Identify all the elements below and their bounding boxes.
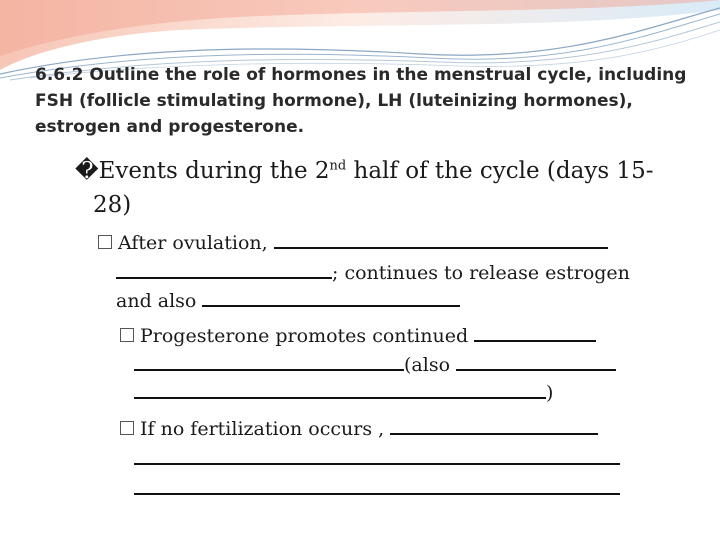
fill-blank[interactable] [134, 492, 620, 495]
after-ovulation-text: After ovulation, [118, 232, 268, 254]
events-text-b: half of the cycle (days 15- [346, 158, 654, 184]
after-ovulation-line2 [116, 262, 630, 284]
fill-blank[interactable] [274, 246, 608, 249]
fertilization-line2 [134, 448, 620, 470]
slide-title: 6.6.2 Outline the role of hormones in the menstrual cycle, including FSH (follicle stimulating hormone), LH (luteinizing hormones), estrogen and progesterone. [35, 65, 687, 137]
fill-blank[interactable] [474, 339, 596, 342]
progesterone-line2 [134, 354, 616, 376]
fill-blank[interactable] [134, 396, 546, 399]
progesterone-line3 [134, 382, 553, 404]
progesterone-text: Progesterone promotes continued [140, 325, 469, 347]
and-also-text: and also [116, 290, 197, 312]
fill-blank[interactable] [134, 462, 620, 465]
continues-estrogen-text: ; continues to release estrogen [332, 262, 630, 284]
fertilization-line3 [134, 478, 620, 500]
events-superscript: nd [329, 158, 347, 174]
after-ovulation-line3 [116, 290, 460, 312]
checkbox-bullet-icon [120, 328, 134, 342]
also-text: (also [404, 354, 451, 376]
bullet-marker: � [75, 158, 99, 184]
fill-blank[interactable] [116, 276, 332, 279]
bullet-events-line2: 28) [93, 192, 132, 218]
close-paren-text: ) [546, 382, 554, 404]
fill-blank[interactable] [134, 368, 404, 371]
events-text-a: Events during the 2 [98, 158, 330, 184]
fill-blank[interactable] [390, 432, 598, 435]
bullet-events-line1 [75, 158, 653, 184]
progesterone-line1 [120, 325, 596, 347]
fertilization-line1 [120, 418, 598, 440]
after-ovulation-line1 [98, 232, 608, 254]
fertilization-text: If no fertilization occurs , [140, 418, 385, 440]
fill-blank[interactable] [456, 368, 616, 371]
checkbox-bullet-icon [98, 235, 112, 249]
checkbox-bullet-icon [120, 421, 134, 435]
fill-blank[interactable] [202, 304, 460, 307]
